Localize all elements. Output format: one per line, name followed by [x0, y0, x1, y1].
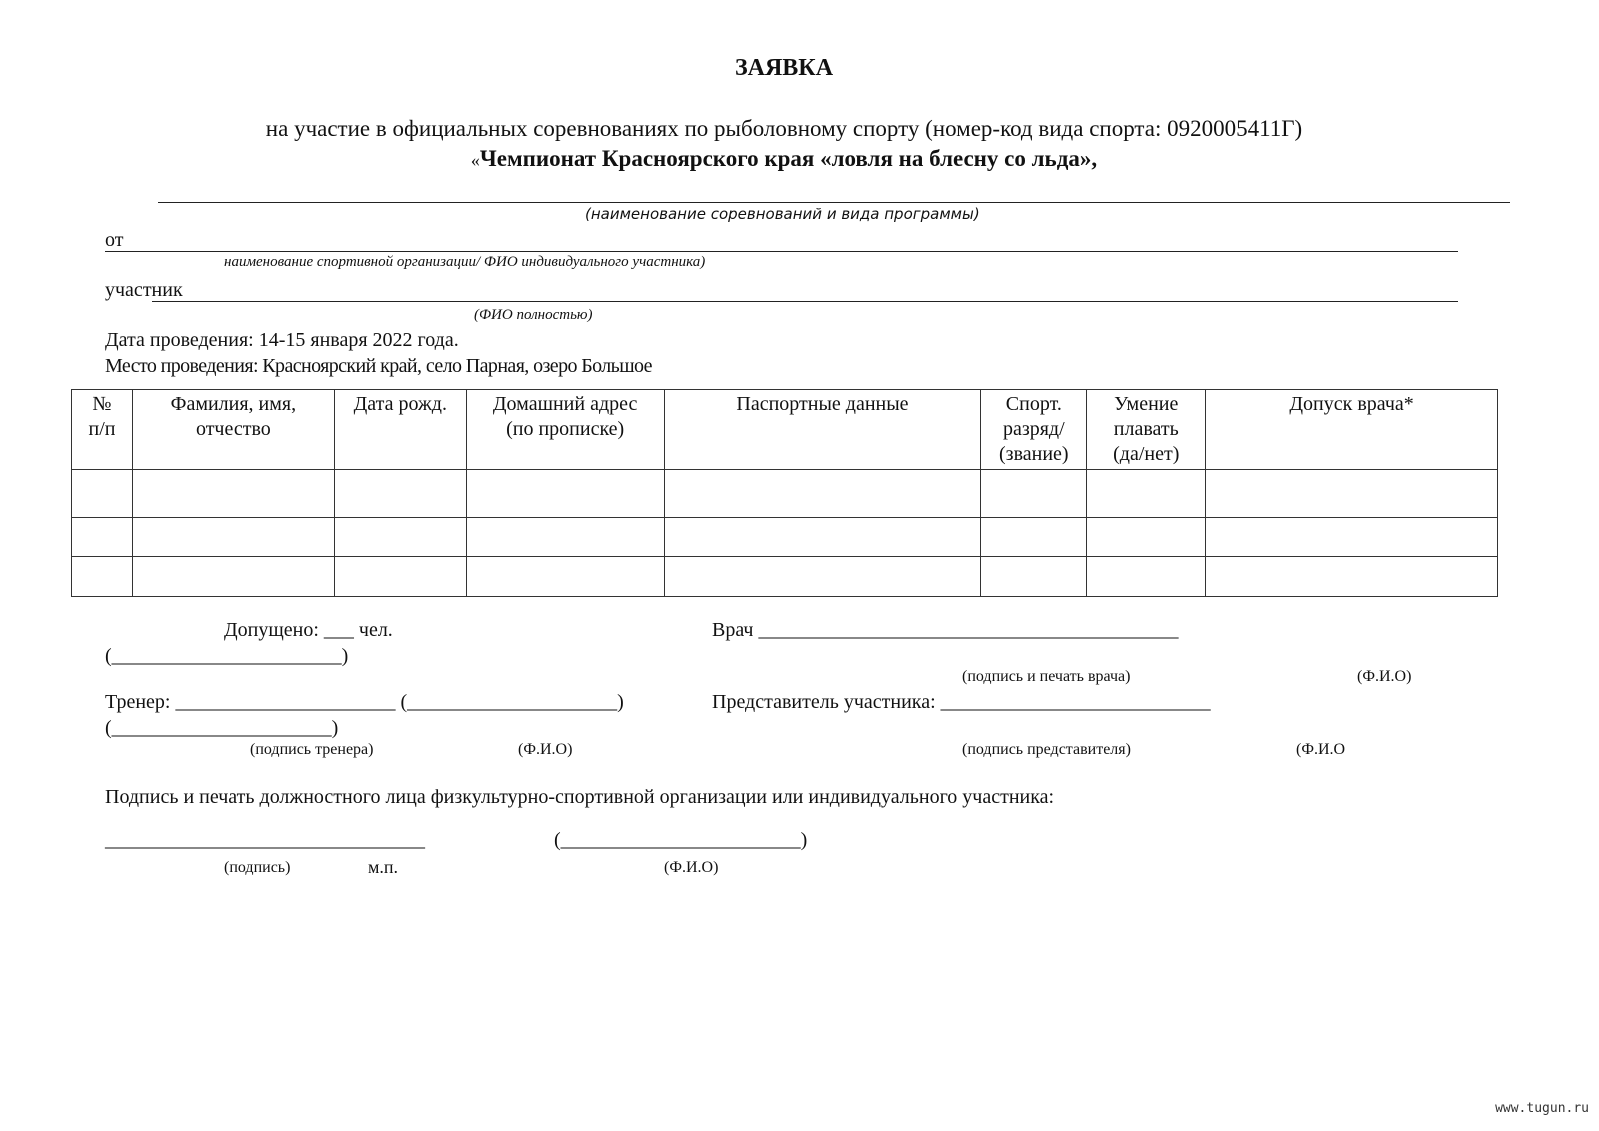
- competition-name-text: Чемпионат Красноярского края «ловля на блесну со льда»,: [479, 146, 1098, 171]
- col-header-doctor-admission: Допуск врача*: [1206, 390, 1498, 470]
- table-cell[interactable]: [132, 557, 334, 597]
- col-header-home-address: Домашний адрес (по прописке): [466, 390, 664, 470]
- trainer-sign-caption: (подпись тренера): [250, 741, 374, 758]
- table-cell[interactable]: [72, 557, 133, 597]
- col-header-number: № п/п: [72, 390, 133, 470]
- table-header-row: [72, 390, 1498, 470]
- representative-sign-caption: (подпись представителя): [962, 741, 1131, 758]
- table-cell[interactable]: [132, 470, 334, 518]
- event-place: Место проведения: Красноярский край, село Парная, озеро Большое: [105, 355, 652, 377]
- representative-fio-caption: (Ф.И.О: [1296, 741, 1346, 758]
- table-cell[interactable]: [466, 470, 664, 518]
- col-header-passport: Паспортные данные: [664, 390, 981, 470]
- col-header-swim: Умение плавать (да/нет): [1087, 390, 1206, 470]
- table-cell[interactable]: [334, 470, 466, 518]
- table-cell[interactable]: [466, 518, 664, 557]
- official-sign-blank: ________________________________: [105, 829, 425, 851]
- from-input-line[interactable]: [105, 251, 1458, 252]
- doctor-sign-caption: (подпись и печать врача): [962, 668, 1131, 685]
- table-cell[interactable]: [466, 557, 664, 597]
- trainer-fio-caption: (Ф.И.О): [518, 741, 573, 758]
- page-subtitle: на участие в официальных соревнованиях по рыболовному спорту (номер-код вида спорта: 0920005411Г): [265, 116, 1303, 141]
- table-cell[interactable]: [334, 518, 466, 557]
- competition-name: [0, 146, 1568, 172]
- doctor-fio-caption: (Ф.И.О): [1357, 668, 1412, 685]
- col-header-full-name: Фамилия, имя, отчество: [132, 390, 334, 470]
- doctor-signature-line: Врач __________________________________________: [712, 619, 1179, 641]
- event-date: Дата проведения: 14-15 января 2022 года.: [105, 329, 459, 351]
- admitted-fio-blank: (_______________________): [105, 645, 349, 667]
- table-row: [72, 557, 1498, 597]
- competition-caption: (наименование соревнований и вида программы): [585, 205, 980, 223]
- participant-caption: (ФИО полностью): [474, 307, 593, 323]
- table-cell[interactable]: [981, 470, 1087, 518]
- official-fio-caption: (Ф.И.О): [664, 859, 719, 876]
- official-fio-blank: (________________________): [554, 829, 808, 851]
- table-cell[interactable]: [1087, 518, 1206, 557]
- admitted-count: Допущено: ___ чел.: [224, 619, 393, 641]
- table-cell[interactable]: [981, 518, 1087, 557]
- competition-open-quote: «: [470, 150, 480, 170]
- table-cell[interactable]: [664, 470, 981, 518]
- col-header-sport-rank: Спорт. разряд/ (звание): [981, 390, 1087, 470]
- table-cell[interactable]: [664, 518, 981, 557]
- from-caption: наименование спортивной организации/ ФИО индивидуального участника): [224, 254, 706, 270]
- trainer-line: Тренер: ______________________ (_____________________): [105, 691, 624, 713]
- table-row: [72, 518, 1498, 557]
- stamp-place-caption: м.п.: [368, 857, 399, 877]
- watermark: www.tugun.ru: [1495, 1101, 1589, 1116]
- table-cell[interactable]: [981, 557, 1087, 597]
- table-cell[interactable]: [1206, 557, 1498, 597]
- participants-table: [71, 389, 1498, 597]
- table-cell[interactable]: [664, 557, 981, 597]
- official-sign-caption: (подпись): [224, 859, 291, 876]
- table-cell[interactable]: [334, 557, 466, 597]
- table-cell[interactable]: [1206, 518, 1498, 557]
- participant-input-line[interactable]: [152, 301, 1458, 302]
- table-cell[interactable]: [1206, 470, 1498, 518]
- table-cell[interactable]: [72, 470, 133, 518]
- page-title: ЗАЯВКА: [734, 55, 834, 81]
- competition-name-line: [158, 202, 1510, 203]
- official-signature-line: Подпись и печать должностного лица физкультурно-спортивной организации или индивидуального участника:: [105, 786, 1055, 808]
- representative-line: Представитель участника: ___________________________: [712, 691, 1211, 713]
- table-cell[interactable]: [1087, 557, 1206, 597]
- participant-label: участник: [105, 279, 183, 301]
- table-cell[interactable]: [1087, 470, 1206, 518]
- col-header-birth-date: Дата рожд.: [334, 390, 466, 470]
- trainer-fio-blank: (______________________): [105, 717, 339, 739]
- table-cell[interactable]: [132, 518, 334, 557]
- table-row: [72, 470, 1498, 518]
- from-label: от: [105, 229, 124, 251]
- table-cell[interactable]: [72, 518, 133, 557]
